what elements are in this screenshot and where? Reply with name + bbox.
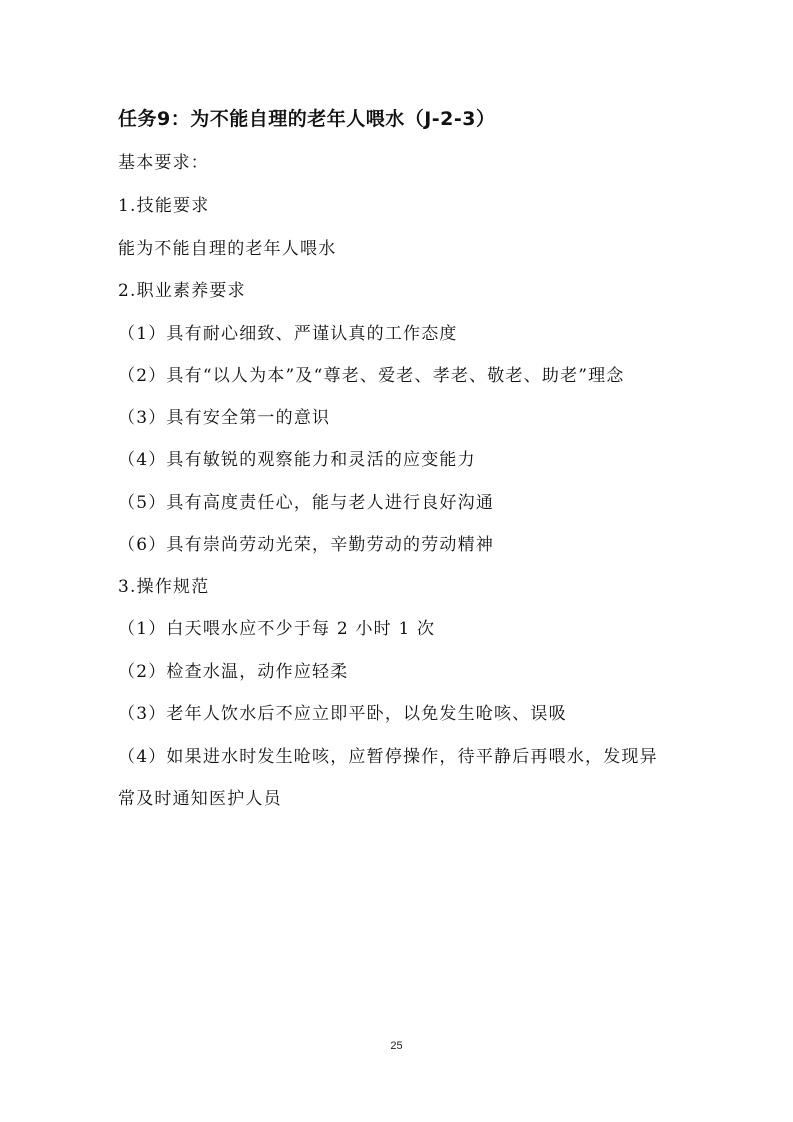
- page-number: 25: [390, 1040, 403, 1052]
- operation-heading: 3.操作规范: [118, 577, 210, 597]
- operation-item: （2）检查水温，动作应轻柔: [118, 662, 349, 682]
- basic-requirements-label: 基本要求：: [118, 153, 209, 173]
- operation-item-continuation: 常及时通知医护人员: [118, 789, 282, 809]
- task-title: 任务9：为不能自理的老年人喂水（J-2-3）: [118, 108, 496, 130]
- skill-requirements-heading: 1.技能要求: [118, 196, 210, 216]
- professional-quality-item: （5）具有高度责任心，能与老人进行良好沟通: [118, 493, 495, 513]
- skill-requirements-text: 能为不能自理的老年人喂水: [118, 239, 337, 259]
- professional-quality-item: （3）具有安全第一的意识: [118, 408, 331, 428]
- professional-quality-item: （2）具有“以人为本”及“尊老、爱老、孝老、敬老、助老”理念: [118, 366, 625, 386]
- professional-quality-item: （6）具有崇尚劳动光荣，辛勤劳动的劳动精神: [118, 535, 495, 555]
- professional-quality-item: （4）具有敏锐的观察能力和灵活的应变能力: [118, 450, 476, 470]
- professional-quality-heading: 2.职业素养要求: [118, 281, 246, 301]
- professional-quality-item: （1）具有耐心细致、严谨认真的工作态度: [118, 324, 458, 344]
- operation-item: （4）如果进水时发生呛咳，应暂停操作，待平静后再喂水，发现异: [118, 747, 658, 767]
- operation-item: （3）老年人饮水后不应立即平卧，以免发生呛咳、误吸: [118, 704, 567, 724]
- operation-item: （1）白天喂水应不少于每 2 小时 1 次: [118, 619, 436, 639]
